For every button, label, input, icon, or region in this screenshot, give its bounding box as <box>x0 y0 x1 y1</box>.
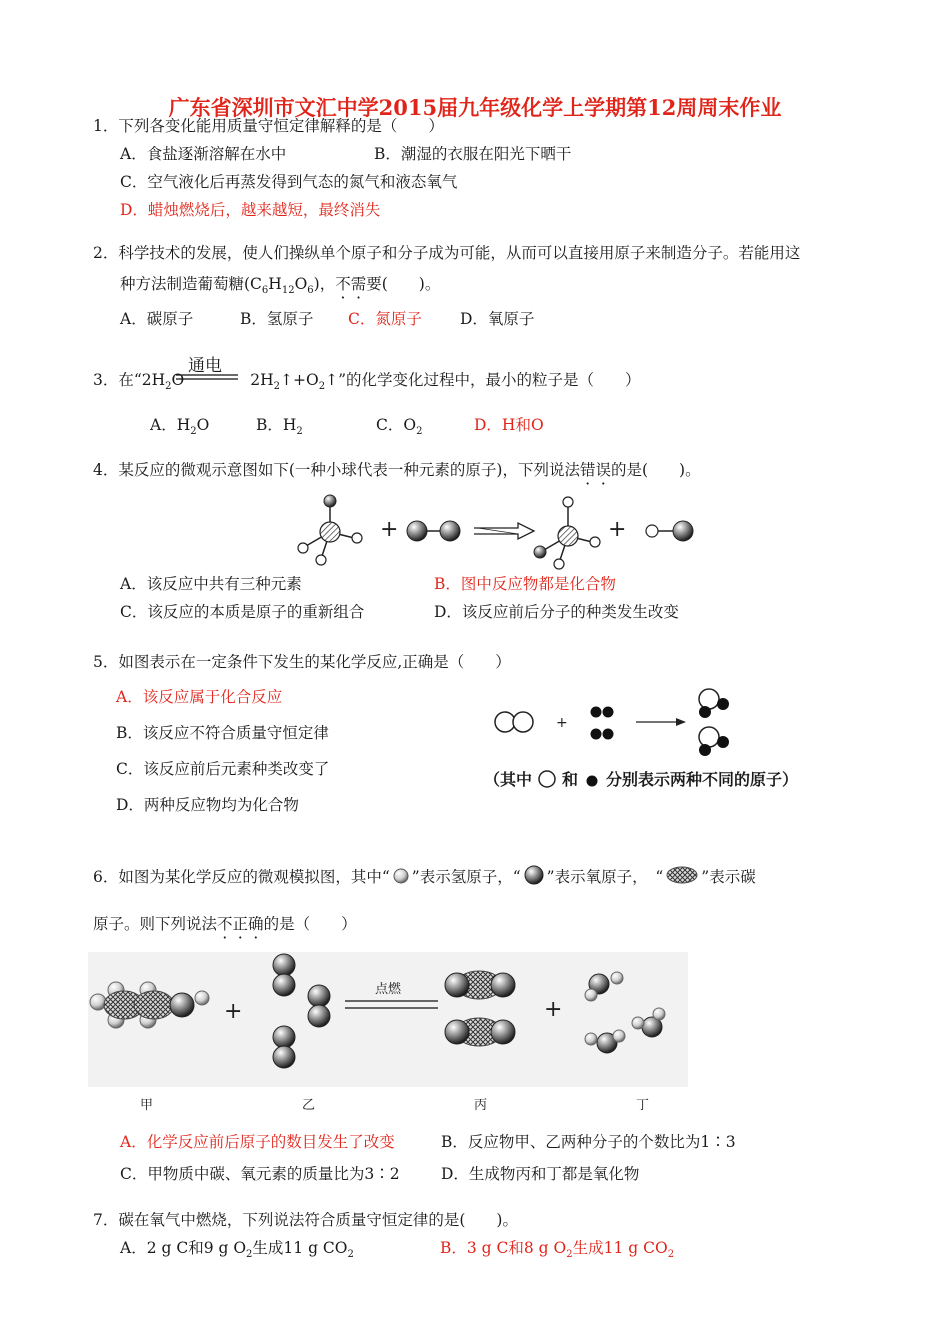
q5-product-2 <box>699 727 729 756</box>
q5-reactant-b <box>591 707 614 740</box>
q6-label-yi: 乙 <box>302 1098 316 1113</box>
q3-option-a: A．$H_2O$ <box>150 416 210 438</box>
q3-option-d-answer: D．H和O <box>474 416 544 434</box>
q2-option-c-answer: C．氮原子 <box>348 310 422 328</box>
q2-stem-line2: 种方法制造葡萄糖$(C_6H_{12}O_6)$，不需要( )。 <box>120 275 441 297</box>
q2-option-d: D．氧原子 <box>460 310 535 328</box>
plus-sign: + <box>224 999 243 1024</box>
oxygen-atom-icon <box>523 865 545 885</box>
q4-option-d: D．该反应前后分子的种类发生改变 <box>434 603 679 621</box>
q2-stem-line1: 2．科学技术的发展，使人们操纵单个原子和分子成为可能，从而可以直接用原子来制造分子。若能用这 <box>93 244 801 262</box>
plus-sign: + <box>608 517 627 542</box>
q6-stem-line1: 6．如图为某化学反应的微观模拟图，其中“ ”表示氢原子，“ ”表示氧原子， “ ”表示碳 <box>93 862 756 887</box>
q4-reactant-molecule <box>298 495 362 565</box>
q3-option-c: C．$O_2$ <box>376 416 423 438</box>
q6-option-c: C．甲物质中碳、氧元素的质量比为3∶2 <box>120 1165 400 1183</box>
q6-option-a-answer: A．化学反应前后原子的数目发生了改变 <box>120 1133 395 1151</box>
plus-sign: + <box>380 517 399 542</box>
q6-label-ding: 丁 <box>636 1098 650 1113</box>
q6-molecule-bing-1 <box>445 971 515 999</box>
q1-option-d-answer: D．蜡烛燃烧后，越来越短，最终消失 <box>120 201 381 219</box>
hydrogen-atom-icon <box>392 867 410 885</box>
q5-reaction-diagram <box>490 682 750 762</box>
q3-condition-label: 通电 <box>188 356 222 376</box>
arrow-icon <box>474 523 534 539</box>
carbon-atom-icon <box>665 865 699 885</box>
emphasis-dot: 不 <box>335 275 351 293</box>
q6-option-b: B．反应物甲、乙两种分子的个数比为1∶3 <box>441 1133 736 1151</box>
q3-stem: 3．在“$2H_2O$ $2H_2↑+O_2↑$”的化学变化过程中，最小的粒子是（ ） <box>93 371 641 393</box>
q4-option-a: A．该反应中共有三种元素 <box>120 575 302 593</box>
q6-label-bing: 丙 <box>474 1098 488 1113</box>
q1-stem: 1．下列各变化能用质量守恒定律解释的是（ ） <box>93 117 444 135</box>
q2-option-b: B．氢原子 <box>240 310 314 328</box>
q1-option-b: B．潮湿的衣服在阳光下晒干 <box>374 145 572 163</box>
q5-product-1 <box>699 689 729 718</box>
q7-option-a: A．2 g C和9 g $O_2$生成11 g $CO_2$ <box>120 1239 354 1261</box>
q6-label-jia: 甲 <box>140 1098 154 1113</box>
q4-product-molecule <box>534 497 600 569</box>
q5-reactant-a <box>495 712 533 732</box>
q1-option-c: C．空气液化后再蒸发得到气态的氮气和液态氧气 <box>120 173 458 191</box>
q5-stem: 5．如图表示在一定条件下发生的某化学反应,正确是（ ） <box>93 653 511 671</box>
emphasis-dot: 误 <box>595 461 611 479</box>
black-atom-icon <box>586 775 598 787</box>
q6-option-d: D．生成物丙和丁都是氧化物 <box>441 1165 640 1183</box>
q1-option-a: A．食盐逐渐溶解在水中 <box>120 145 287 163</box>
q6-molecule-bing-2 <box>445 1018 515 1046</box>
q5-option-a-answer: A．该反应属于化合反应 <box>116 688 283 706</box>
q2-option-a: A．碳原子 <box>120 310 194 328</box>
emphasis-dot: 正 <box>232 915 249 933</box>
plus-sign: + <box>556 715 568 731</box>
q4-stem: 4．某反应的微观示意图如下(一种小球代表一种元素的原子)，下列说法错误的是( )。 <box>93 461 701 479</box>
q5-caption: （其中 和 分别表示两种不同的原子） <box>484 770 799 789</box>
q5-option-b: B．该反应不符合质量守恒定律 <box>116 724 329 742</box>
q6-reaction-diagram <box>88 952 688 1087</box>
q7-option-b-answer: B．3 g C和8 g $O_2$生成11 g $CO_2$ <box>440 1239 675 1261</box>
arrow-icon <box>636 718 686 726</box>
q5-option-c: C．该反应前后元素种类改变了 <box>116 760 330 778</box>
q6-condition-label: 点燃 <box>375 982 402 997</box>
q7-stem: 7．碳在氧气中燃烧，下列说法符合质量守恒定律的是( )。 <box>93 1211 518 1229</box>
plus-sign: + <box>544 997 563 1022</box>
q6-stem-line2: 原子。则下列说法不正确的是（ ） <box>93 915 357 933</box>
q4-option-c: C．该反应的本质是原子的重新组合 <box>120 603 365 621</box>
emphasis-dot: 确 <box>248 915 264 933</box>
emphasis-dot: 错 <box>579 461 596 479</box>
q4-reaction-diagram <box>290 490 710 570</box>
page-title: 广东省深圳市文汇中学2015届九年级化学上学期第12周周末作业 <box>168 95 782 120</box>
q4-diatomic-reactant <box>407 521 460 541</box>
q4-diatomic-product <box>646 521 693 541</box>
white-atom-icon <box>538 770 556 788</box>
emphasis-dot: 不 <box>217 915 233 933</box>
q5-option-d: D．两种反应物均为化合物 <box>116 796 299 814</box>
q3-option-b: B．$H_2$ <box>256 416 303 438</box>
q4-option-b-answer: B．图中反应物都是化合物 <box>434 575 616 593</box>
emphasis-dot: 需 <box>350 275 367 293</box>
